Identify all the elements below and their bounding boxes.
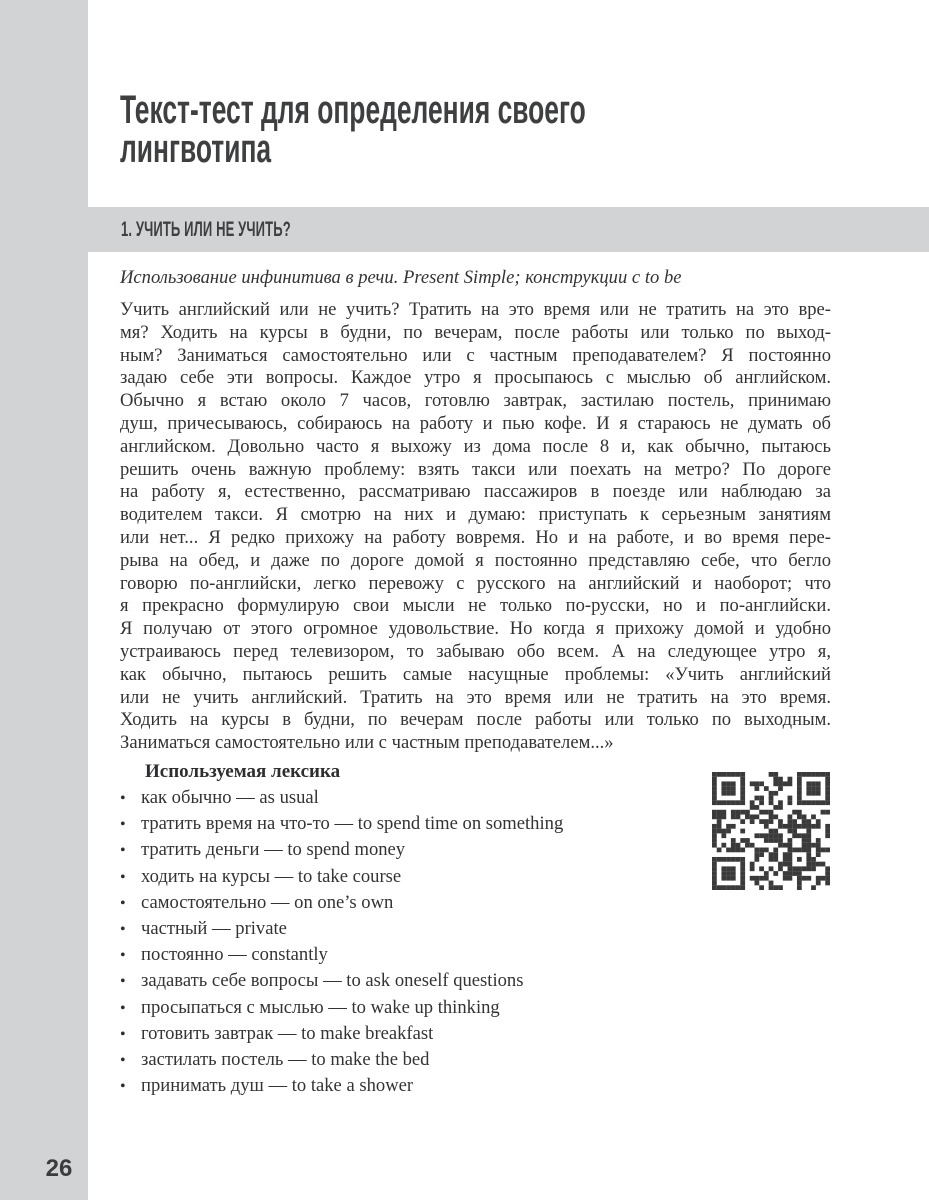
- list-item: [120, 787, 700, 813]
- body-line: говорю по-английски, легко перевожу с русского на английский и наоборот; что: [120, 572, 831, 594]
- list-item-text: как обычно — as usual: [141, 787, 319, 808]
- list-item: [120, 1049, 700, 1075]
- body-line: или нет... Я редко прихожу на работу вовремя. Но и на работе, и во время пере-: [120, 526, 831, 548]
- list-item: [120, 970, 700, 996]
- body-line: или не учить английский. Тратить на это время или не тратить на это время.: [120, 686, 831, 708]
- body-paragraph: [120, 299, 831, 755]
- vocab-heading: Используемая лексика: [145, 761, 341, 782]
- list-item-text: постоянно — constantly: [141, 944, 328, 966]
- bullet-icon: •: [120, 1078, 126, 1096]
- list-item-text: тратить время на что-то — to spend time on something: [141, 813, 564, 835]
- bullet-icon: •: [120, 842, 126, 860]
- list-item: [120, 1023, 700, 1049]
- page-title: [120, 88, 880, 171]
- list-item-text: просыпаться с мыслью — to wake up thinking: [141, 996, 500, 1018]
- list-item-text: застилать постель — to make the bed: [141, 1048, 430, 1070]
- list-item: [120, 813, 700, 839]
- body-line: Заниматься самостоятельно или с частным преподавателем...»: [120, 732, 614, 754]
- bullet-icon: •: [120, 816, 126, 834]
- section-header-bar: [88, 207, 929, 252]
- body-line: английском. Довольно часто я выхожу из дома после 8 и, как обычно, пытаюсь: [120, 435, 831, 457]
- body-line: водителем такси. Я смотрю на них и думаю: приступать к серьезным занятиям: [120, 504, 831, 526]
- page-title-line-2: лингвотипа: [120, 127, 272, 171]
- body-line: как обычно, пытаюсь решить самые насущные проблемы: «Учить английский: [120, 663, 831, 685]
- qr-code: [712, 772, 830, 890]
- body-line: Учить английский или не учить? Тратить на это время или не тратить на это вре-: [120, 299, 831, 320]
- list-item-text: принимать душ — to take a shower: [141, 1075, 414, 1097]
- bullet-icon: •: [120, 894, 126, 912]
- body-line: мя? Ходить на курсы в будни, по вечерам, после работы или только по выход-: [120, 321, 831, 343]
- list-item: [120, 839, 700, 865]
- body-line: устраиваюсь перед телевизором, то забываю обо всем. А на следующее утро я,: [120, 640, 831, 662]
- list-item-text: тратить деньги — to spend money: [141, 839, 406, 861]
- bullet-icon: •: [120, 947, 126, 965]
- list-item: [120, 892, 700, 918]
- list-item-text: задавать себе вопросы — to ask oneself questions: [141, 970, 524, 992]
- body-line: Ходить на курсы в будни, по вечерам после работы или только по выходным.: [120, 709, 831, 731]
- body-line: ным? Заниматься самостоятельно или с частным преподавателем? Я постоянно: [120, 344, 831, 366]
- body-line: задаю себе эти вопросы. Каждое утро я просыпаюсь с мыслью об английском.: [120, 367, 831, 389]
- list-item: [120, 944, 700, 970]
- list-item-text: ходить на курсы — to take course: [141, 865, 402, 887]
- section-header: 1. УЧИТЬ ИЛИ НЕ УЧИТЬ?: [121, 217, 291, 241]
- list-item: [120, 866, 700, 892]
- bullet-icon: •: [120, 868, 126, 886]
- list-item: [120, 997, 700, 1023]
- bullet-icon: •: [120, 790, 126, 807]
- bullet-icon: •: [120, 1051, 126, 1069]
- bullet-icon: •: [120, 920, 126, 938]
- body-line: душ, причесываюсь, собираюсь на работу и пью кофе. И я стараюсь не думать об: [120, 412, 831, 434]
- grammar-subtitle: Использование инфинитива в речи. Present Simple; конструкции с to be: [120, 267, 682, 288]
- page-number: 26: [45, 1155, 73, 1182]
- body-line: решить очень важную проблему: взять такси или поехать на метро? По дороге: [120, 458, 831, 480]
- bullet-icon: •: [120, 1025, 126, 1043]
- vocab-list: [120, 787, 700, 1101]
- page-title-line-1: Текст-тест для определения своего: [120, 88, 586, 132]
- list-item: [120, 1075, 700, 1101]
- bullet-icon: •: [120, 999, 126, 1017]
- list-item-text: готовить завтрак — to make breakfast: [141, 1022, 434, 1044]
- left-margin-strip: [0, 0, 88, 1200]
- body-line: рыва на обед, и даже по дороге домой я постоянно представляю себе, что бегло: [120, 549, 831, 571]
- body-line: на работу я, естественно, рассматриваю пассажиров в поезде или наблюдаю за: [120, 481, 831, 503]
- body-line: я прекрасно формулирую свои мысли не только по-русски, но и по-английски.: [120, 595, 831, 617]
- list-item-text: частный — private: [141, 917, 287, 939]
- body-line: Я получаю от этого огромное удовольствие. Но когда я прихожу домой и удобно: [120, 618, 831, 640]
- list-item: [120, 918, 700, 944]
- list-item-text: самостоятельно — on one’s own: [141, 891, 394, 913]
- body-line: Обычно я встаю около 7 часов, готовлю завтрак, застилаю постель, принимаю: [120, 390, 831, 412]
- bullet-icon: •: [120, 973, 126, 991]
